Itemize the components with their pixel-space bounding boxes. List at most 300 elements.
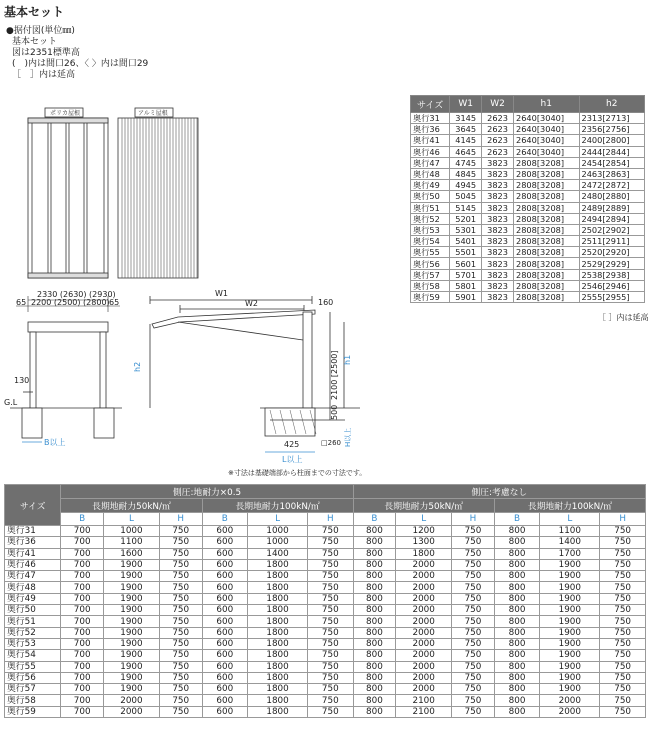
foundation-value-cell: 750 bbox=[600, 616, 646, 627]
foundation-value-cell: 800 bbox=[494, 593, 540, 604]
spec-row bbox=[411, 258, 645, 269]
foundation-value-cell: 800 bbox=[494, 695, 540, 706]
foundation-value-cell: 2000 bbox=[103, 706, 159, 717]
spec-size-cell: 奥行41 bbox=[411, 135, 450, 146]
spec-value-cell: 2640[3040] bbox=[514, 146, 579, 157]
foundation-size-cell: 奥行55 bbox=[5, 661, 61, 672]
col-header: B bbox=[494, 513, 540, 526]
spec-size-cell: 奥行55 bbox=[411, 247, 450, 258]
spec-row bbox=[411, 224, 645, 235]
foundation-value-cell: 750 bbox=[600, 672, 646, 683]
foundation-value-cell: 700 bbox=[61, 638, 104, 649]
foundation-value-cell: 750 bbox=[308, 593, 354, 604]
foundation-value-cell: 2000 bbox=[396, 627, 452, 638]
spec-size-cell: 奥行58 bbox=[411, 280, 450, 291]
foundation-value-cell: 1000 bbox=[248, 537, 308, 548]
note-line: 基本セット bbox=[12, 37, 58, 47]
foundation-value-cell: 700 bbox=[61, 548, 104, 559]
foundation-size-cell: 奥行41 bbox=[5, 548, 61, 559]
foundation-value-cell: 750 bbox=[159, 559, 202, 570]
spec-row bbox=[411, 269, 645, 280]
foundation-size-cell: 奥行49 bbox=[5, 593, 61, 604]
spec-value-cell: 3823 bbox=[482, 180, 514, 191]
spec-header: サイズ bbox=[411, 96, 450, 113]
foundation-value-cell: 2000 bbox=[396, 593, 452, 604]
foundation-value-cell: 1800 bbox=[248, 706, 308, 717]
page-title: 基本セット bbox=[4, 5, 65, 19]
foundation-size-cell: 奥行56 bbox=[5, 672, 61, 683]
spec-value-cell: 2808[3208] bbox=[514, 213, 579, 224]
foundation-value-cell: 1900 bbox=[103, 684, 159, 695]
spec-value-cell: 2808[3208] bbox=[514, 168, 579, 179]
foundation-value-cell: 750 bbox=[452, 593, 495, 604]
spec-row bbox=[411, 146, 645, 157]
foundation-value-cell: 800 bbox=[494, 582, 540, 593]
foundation-value-cell: 750 bbox=[159, 661, 202, 672]
spec-value-cell: 2623 bbox=[482, 113, 514, 124]
spec-value-cell: 2808[3208] bbox=[514, 236, 579, 247]
dim-500: 500 bbox=[330, 404, 339, 420]
side-right-dim: 65 bbox=[109, 298, 120, 307]
foundation-value-cell: 2000 bbox=[396, 684, 452, 695]
foundation-value-cell: 800 bbox=[353, 559, 396, 570]
spec-value-cell: 5145 bbox=[450, 202, 482, 213]
dim-425: 425 bbox=[284, 440, 300, 449]
spec-value-cell: 3823 bbox=[482, 247, 514, 258]
foundation-value-cell: 800 bbox=[494, 548, 540, 559]
foundation-value-cell: 800 bbox=[353, 526, 396, 537]
foundation-value-cell: 700 bbox=[61, 650, 104, 661]
foundation-value-cell: 1900 bbox=[103, 627, 159, 638]
dim-2100: 2100 [2500] bbox=[330, 350, 339, 400]
foundation-value-cell: 800 bbox=[353, 571, 396, 582]
spec-value-cell: 2313[2713] bbox=[579, 113, 645, 124]
spec-value-cell: 3645 bbox=[450, 124, 482, 135]
foundation-value-cell: 1200 bbox=[396, 526, 452, 537]
spec-row bbox=[411, 247, 645, 258]
foundation-value-cell: 700 bbox=[61, 627, 104, 638]
foundation-value-cell: 750 bbox=[159, 684, 202, 695]
spec-value-cell: 2808[3208] bbox=[514, 269, 579, 280]
foundation-value-cell: 1800 bbox=[248, 672, 308, 683]
spec-value-cell: 3145 bbox=[450, 113, 482, 124]
spec-header: h2 bbox=[579, 96, 645, 113]
h1-label: h1 bbox=[343, 354, 352, 365]
foundation-row bbox=[5, 571, 646, 582]
spec-value-cell: 5801 bbox=[450, 280, 482, 291]
col-header: L bbox=[540, 513, 600, 526]
spec-value-cell: 2454[2854] bbox=[579, 157, 645, 168]
spec-value-cell: 2808[3208] bbox=[514, 191, 579, 202]
col-header: B bbox=[61, 513, 104, 526]
foundation-row bbox=[5, 559, 646, 570]
group-b-header: 側圧:考慮なし bbox=[353, 485, 645, 499]
foundation-value-cell: 1800 bbox=[248, 638, 308, 649]
spec-value-cell: 2808[3208] bbox=[514, 157, 579, 168]
foundation-value-cell: 800 bbox=[353, 672, 396, 683]
spec-row bbox=[411, 202, 645, 213]
foundation-value-cell: 750 bbox=[308, 582, 354, 593]
dim-130: 130 bbox=[14, 376, 30, 385]
foundation-size-cell: 奥行53 bbox=[5, 638, 61, 649]
side-elevation bbox=[150, 296, 360, 436]
foundation-value-cell: 750 bbox=[452, 695, 495, 706]
col-header: H bbox=[159, 513, 202, 526]
panel-left-label: ポリカ屋根 bbox=[50, 110, 80, 117]
foundation-value-cell: 750 bbox=[159, 571, 202, 582]
foundation-value-cell: 750 bbox=[452, 582, 495, 593]
foundation-value-cell: 1900 bbox=[103, 582, 159, 593]
spec-row bbox=[411, 280, 645, 291]
foundation-value-cell: 2000 bbox=[396, 638, 452, 649]
foundation-value-cell: 700 bbox=[61, 593, 104, 604]
side-left-dim: 65 bbox=[16, 298, 27, 307]
foundation-row bbox=[5, 548, 646, 559]
spec-size-cell: 奥行52 bbox=[411, 213, 450, 224]
spec-value-cell: 2640[3040] bbox=[514, 124, 579, 135]
foundation-size-cell: 奥行36 bbox=[5, 537, 61, 548]
b-min-label: B以上 bbox=[44, 438, 66, 447]
foundation-value-cell: 1800 bbox=[248, 684, 308, 695]
spec-table bbox=[410, 95, 645, 303]
foundation-row bbox=[5, 684, 646, 695]
foundation-value-cell: 750 bbox=[308, 605, 354, 616]
spec-value-cell: 2808[3208] bbox=[514, 280, 579, 291]
col-header: L bbox=[103, 513, 159, 526]
foundation-value-cell: 1900 bbox=[540, 616, 600, 627]
foundation-value-cell: 700 bbox=[61, 526, 104, 537]
note-line: ［ ］内は延高 bbox=[12, 70, 76, 80]
foundation-value-cell: 700 bbox=[61, 559, 104, 570]
foundation-value-cell: 750 bbox=[308, 616, 354, 627]
foundation-value-cell: 1700 bbox=[540, 548, 600, 559]
foundation-value-cell: 1900 bbox=[103, 650, 159, 661]
foundation-row bbox=[5, 593, 646, 604]
spec-header: W2 bbox=[482, 96, 514, 113]
foundation-value-cell: 600 bbox=[202, 605, 248, 616]
col-header: H bbox=[600, 513, 646, 526]
foundation-row bbox=[5, 526, 646, 537]
foundation-value-cell: 800 bbox=[353, 638, 396, 649]
foundation-value-cell: 750 bbox=[308, 638, 354, 649]
foundation-value-cell: 800 bbox=[353, 661, 396, 672]
foundation-value-cell: 800 bbox=[353, 706, 396, 717]
foundation-value-cell: 750 bbox=[452, 661, 495, 672]
foundation-value-cell: 750 bbox=[308, 661, 354, 672]
foundation-value-cell: 750 bbox=[452, 537, 495, 548]
foundation-value-cell: 2000 bbox=[396, 672, 452, 683]
spec-value-cell: 2546[2946] bbox=[579, 280, 645, 291]
note-line: ( )内は間口26、〈 〉内は間口29 bbox=[12, 59, 149, 69]
spec-value-cell: 2623 bbox=[482, 146, 514, 157]
spec-size-cell: 奥行49 bbox=[411, 180, 450, 191]
foundation-value-cell: 750 bbox=[159, 605, 202, 616]
foundation-size-cell: 奥行52 bbox=[5, 627, 61, 638]
foundation-value-cell: 750 bbox=[600, 684, 646, 695]
foundation-size-cell: 奥行46 bbox=[5, 559, 61, 570]
foundation-value-cell: 1000 bbox=[103, 526, 159, 537]
spec-size-cell: 奥行51 bbox=[411, 202, 450, 213]
foundation-value-cell: 1900 bbox=[540, 672, 600, 683]
spec-size-cell: 奥行46 bbox=[411, 146, 450, 157]
spec-value-cell: 2480[2880] bbox=[579, 191, 645, 202]
spec-header: h1 bbox=[514, 96, 579, 113]
spec-value-cell: 2520[2920] bbox=[579, 247, 645, 258]
spec-value-cell: 4845 bbox=[450, 168, 482, 179]
spec-value-cell: 2808[3208] bbox=[514, 180, 579, 191]
spec-size-cell: 奥行36 bbox=[411, 124, 450, 135]
spec-value-cell: 3823 bbox=[482, 191, 514, 202]
foundation-value-cell: 1900 bbox=[540, 650, 600, 661]
foundation-value-cell: 750 bbox=[452, 684, 495, 695]
foundation-value-cell: 800 bbox=[353, 684, 396, 695]
spec-value-cell: 5901 bbox=[450, 292, 482, 303]
spec-value-cell: 2808[3208] bbox=[514, 224, 579, 235]
spec-value-cell: 2623 bbox=[482, 124, 514, 135]
col-header: H bbox=[308, 513, 354, 526]
spec-size-cell: 奥行50 bbox=[411, 191, 450, 202]
foundation-value-cell: 2000 bbox=[396, 616, 452, 627]
spec-value-cell: 5301 bbox=[450, 224, 482, 235]
foundation-value-cell: 750 bbox=[600, 695, 646, 706]
spec-value-cell: 2538[2938] bbox=[579, 269, 645, 280]
foundation-value-cell: 600 bbox=[202, 593, 248, 604]
foundation-value-cell: 1800 bbox=[248, 661, 308, 672]
foundation-value-cell: 600 bbox=[202, 684, 248, 695]
col-header: L bbox=[396, 513, 452, 526]
spec-value-cell: 3823 bbox=[482, 213, 514, 224]
foundation-row bbox=[5, 616, 646, 627]
spec-value-cell: 2808[3208] bbox=[514, 292, 579, 303]
foundation-value-cell: 750 bbox=[159, 548, 202, 559]
foundation-value-cell: 1100 bbox=[540, 526, 600, 537]
foundation-value-cell: 1100 bbox=[103, 537, 159, 548]
foundation-row bbox=[5, 706, 646, 717]
foundation-value-cell: 750 bbox=[159, 537, 202, 548]
foundation-row bbox=[5, 695, 646, 706]
spec-value-cell: 5601 bbox=[450, 258, 482, 269]
spec-row bbox=[411, 213, 645, 224]
spec-value-cell: 2623 bbox=[482, 135, 514, 146]
spec-value-cell: 2400[2800] bbox=[579, 135, 645, 146]
foundation-value-cell: 700 bbox=[61, 672, 104, 683]
spec-row bbox=[411, 113, 645, 124]
foundation-value-cell: 750 bbox=[452, 650, 495, 661]
foundation-value-cell: 750 bbox=[452, 526, 495, 537]
foundation-value-cell: 1900 bbox=[540, 684, 600, 695]
foundation-value-cell: 800 bbox=[353, 537, 396, 548]
foundation-value-cell: 800 bbox=[494, 526, 540, 537]
foundation-value-cell: 600 bbox=[202, 559, 248, 570]
foundation-value-cell: 600 bbox=[202, 650, 248, 661]
foundation-value-cell: 750 bbox=[600, 593, 646, 604]
foundation-value-cell: 1900 bbox=[540, 661, 600, 672]
foundation-value-cell: 750 bbox=[159, 638, 202, 649]
h2-label: h2 bbox=[133, 361, 142, 372]
spec-value-cell: 5045 bbox=[450, 191, 482, 202]
foundation-value-cell: 750 bbox=[600, 661, 646, 672]
foundation-row bbox=[5, 650, 646, 661]
spec-value-cell: 2640[3040] bbox=[514, 135, 579, 146]
foundation-value-cell: 800 bbox=[494, 706, 540, 717]
spec-value-cell: 2463[2863] bbox=[579, 168, 645, 179]
pillar-size: □260 bbox=[321, 439, 341, 447]
foundation-value-cell: 750 bbox=[308, 706, 354, 717]
foundation-value-cell: 750 bbox=[159, 582, 202, 593]
foundation-value-cell: 1900 bbox=[540, 559, 600, 570]
foundation-value-cell: 750 bbox=[452, 559, 495, 570]
spec-value-cell: 5701 bbox=[450, 269, 482, 280]
foundation-value-cell: 700 bbox=[61, 706, 104, 717]
foundation-value-cell: 750 bbox=[159, 593, 202, 604]
foundation-value-cell: 1800 bbox=[248, 559, 308, 570]
foundation-value-cell: 600 bbox=[202, 695, 248, 706]
spec-value-cell: 3823 bbox=[482, 236, 514, 247]
foundation-value-cell: 750 bbox=[159, 627, 202, 638]
foundation-value-cell: 600 bbox=[202, 548, 248, 559]
foundation-row bbox=[5, 582, 646, 593]
spec-note: ［ ］内は延高 bbox=[598, 313, 649, 322]
spec-value-cell: 3823 bbox=[482, 258, 514, 269]
foundation-value-cell: 2000 bbox=[396, 571, 452, 582]
foundation-value-cell: 1800 bbox=[248, 593, 308, 604]
foundation-value-cell: 750 bbox=[308, 684, 354, 695]
foundation-value-cell: 1000 bbox=[248, 526, 308, 537]
foundation-value-cell: 1900 bbox=[540, 593, 600, 604]
foundation-value-cell: 750 bbox=[159, 616, 202, 627]
foundation-value-cell: 800 bbox=[353, 605, 396, 616]
foundation-value-cell: 1900 bbox=[540, 582, 600, 593]
foundation-value-cell: 700 bbox=[61, 684, 104, 695]
spec-value-cell: 2489[2889] bbox=[579, 202, 645, 213]
foundation-value-cell: 1800 bbox=[396, 548, 452, 559]
foundation-value-cell: 750 bbox=[600, 706, 646, 717]
foundation-value-cell: 750 bbox=[600, 559, 646, 570]
spec-value-cell: 3823 bbox=[482, 269, 514, 280]
spec-size-cell: 奥行56 bbox=[411, 258, 450, 269]
foundation-value-cell: 750 bbox=[452, 672, 495, 683]
panel-right-label: アルミ屋根 bbox=[138, 110, 168, 117]
foundation-value-cell: 1800 bbox=[248, 695, 308, 706]
installation-diagram bbox=[0, 0, 405, 480]
foundation-value-cell: 700 bbox=[61, 616, 104, 627]
spec-value-cell: 2808[3208] bbox=[514, 202, 579, 213]
foundation-value-cell: 2100 bbox=[396, 706, 452, 717]
col-header: B bbox=[202, 513, 248, 526]
spec-value-cell: 2529[2929] bbox=[579, 258, 645, 269]
foundation-value-cell: 750 bbox=[308, 672, 354, 683]
foundation-value-cell: 750 bbox=[452, 548, 495, 559]
foundation-note: ※寸法は基礎端部から柱面までの寸法です。 bbox=[228, 469, 367, 477]
foundation-value-cell: 700 bbox=[61, 537, 104, 548]
foundation-value-cell: 600 bbox=[202, 526, 248, 537]
sub-header-100: 長期地耐力100kN/㎡ bbox=[494, 499, 645, 513]
spec-row bbox=[411, 236, 645, 247]
foundation-value-cell: 750 bbox=[308, 650, 354, 661]
spec-value-cell: 2808[3208] bbox=[514, 258, 579, 269]
dim-160: 160 bbox=[318, 298, 334, 307]
foundation-value-cell: 1800 bbox=[248, 650, 308, 661]
foundation-value-cell: 750 bbox=[600, 650, 646, 661]
spec-row bbox=[411, 157, 645, 168]
foundation-value-cell: 750 bbox=[308, 526, 354, 537]
foundation-value-cell: 1900 bbox=[103, 661, 159, 672]
foundation-value-cell: 750 bbox=[452, 706, 495, 717]
foundation-value-cell: 2000 bbox=[540, 706, 600, 717]
foundation-value-cell: 1300 bbox=[396, 537, 452, 548]
foundation-size-cell: 奥行57 bbox=[5, 684, 61, 695]
foundation-value-cell: 750 bbox=[600, 526, 646, 537]
foundation-value-cell: 800 bbox=[494, 684, 540, 695]
spec-value-cell: 3823 bbox=[482, 280, 514, 291]
spec-row bbox=[411, 292, 645, 303]
spec-value-cell: 3823 bbox=[482, 202, 514, 213]
spec-row bbox=[411, 180, 645, 191]
foundation-size-cell: 奥行31 bbox=[5, 526, 61, 537]
spec-value-cell: 2511[2911] bbox=[579, 236, 645, 247]
foundation-value-cell: 1900 bbox=[103, 616, 159, 627]
foundation-value-cell: 800 bbox=[494, 638, 540, 649]
foundation-value-cell: 750 bbox=[600, 537, 646, 548]
foundation-value-cell: 750 bbox=[308, 537, 354, 548]
foundation-value-cell: 800 bbox=[494, 605, 540, 616]
foundation-value-cell: 800 bbox=[494, 537, 540, 548]
foundation-value-cell: 600 bbox=[202, 582, 248, 593]
foundation-value-cell: 2000 bbox=[103, 695, 159, 706]
foundation-value-cell: 750 bbox=[308, 695, 354, 706]
foundation-value-cell: 600 bbox=[202, 706, 248, 717]
foundation-value-cell: 750 bbox=[600, 571, 646, 582]
foundation-value-cell: 700 bbox=[61, 661, 104, 672]
foundation-value-cell: 1900 bbox=[540, 605, 600, 616]
spec-value-cell: 2494[2894] bbox=[579, 213, 645, 224]
foundation-value-cell: 800 bbox=[494, 650, 540, 661]
w1-label: W1 bbox=[215, 289, 228, 298]
group-a-header: 側圧:地耐力×0.5 bbox=[61, 485, 353, 499]
foundation-value-cell: 600 bbox=[202, 571, 248, 582]
col-header: B bbox=[353, 513, 396, 526]
spec-size-cell: 奥行47 bbox=[411, 157, 450, 168]
col-header: H bbox=[452, 513, 495, 526]
foundation-value-cell: 800 bbox=[353, 616, 396, 627]
spec-value-cell: 2502[2902] bbox=[579, 224, 645, 235]
spec-value-cell: 5201 bbox=[450, 213, 482, 224]
h-min-label: H以上 bbox=[344, 427, 352, 447]
spec-value-cell: 4745 bbox=[450, 157, 482, 168]
foundation-value-cell: 1600 bbox=[103, 548, 159, 559]
foundation-value-cell: 800 bbox=[494, 571, 540, 582]
spec-value-cell: 2555[2955] bbox=[579, 292, 645, 303]
foundation-value-cell: 2000 bbox=[396, 582, 452, 593]
spec-value-cell: 3823 bbox=[482, 157, 514, 168]
foundation-row bbox=[5, 627, 646, 638]
spec-value-cell: 4145 bbox=[450, 135, 482, 146]
foundation-value-cell: 1800 bbox=[248, 616, 308, 627]
foundation-value-cell: 750 bbox=[308, 548, 354, 559]
foundation-size-cell: 奥行54 bbox=[5, 650, 61, 661]
spec-row bbox=[411, 135, 645, 146]
spec-row bbox=[411, 124, 645, 135]
foundation-value-cell: 800 bbox=[353, 627, 396, 638]
foundation-value-cell: 800 bbox=[494, 559, 540, 570]
l-min-label: L以上 bbox=[282, 455, 303, 464]
spec-size-cell: 奥行53 bbox=[411, 224, 450, 235]
spec-value-cell: 3823 bbox=[482, 292, 514, 303]
spec-value-cell: 2640[3040] bbox=[514, 113, 579, 124]
foundation-value-cell: 750 bbox=[308, 559, 354, 570]
foundation-value-cell: 600 bbox=[202, 627, 248, 638]
foundation-value-cell: 1900 bbox=[103, 593, 159, 604]
